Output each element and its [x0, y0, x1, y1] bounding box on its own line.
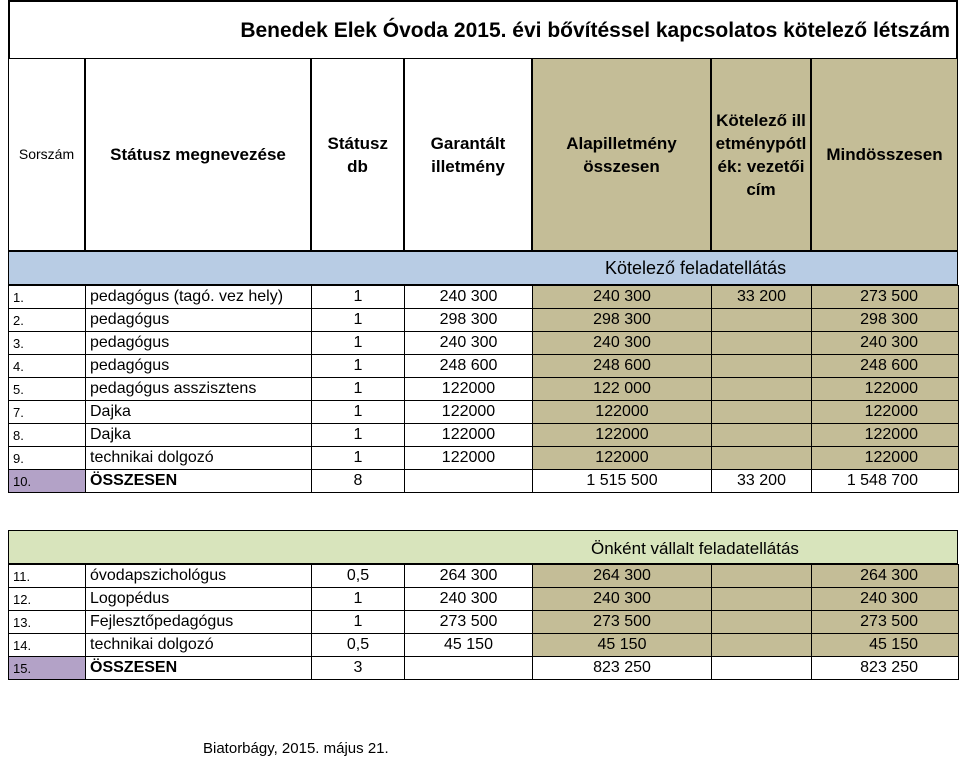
table-cell — [712, 657, 812, 680]
table-cell: pedagógus — [86, 309, 312, 332]
table-cell — [712, 588, 812, 611]
section-kotelezo-band — [8, 251, 958, 285]
table-cell: pedagógus — [86, 355, 312, 378]
table-cell: 1 — [312, 401, 405, 424]
table-cell: ÖSSZESEN — [86, 657, 312, 680]
table-row — [9, 286, 959, 309]
table-cell: 1 — [312, 447, 405, 470]
table-cell: 122000 — [812, 378, 959, 401]
document-title: Benedek Elek Óvoda 2015. évi bővítéssel kapcsolatos kötelező létszám — [8, 0, 958, 58]
table-cell: 1 548 700 — [812, 470, 959, 493]
table-cell — [712, 634, 812, 657]
table-cell: 273 500 — [812, 611, 959, 634]
table-row — [9, 424, 959, 447]
table-cell: 264 300 — [812, 565, 959, 588]
table-cell: 1 — [312, 378, 405, 401]
table-cell: 3 — [312, 657, 405, 680]
table-cell: 1 — [312, 286, 405, 309]
header-potlek: Kötelező illetménypótlék: vezetői cím — [711, 58, 811, 251]
table-cell: 3. — [9, 332, 86, 355]
header-mindosszesen: Mindösszesen — [811, 58, 958, 251]
table-cell: 33 200 — [712, 286, 812, 309]
table-cell: 122000 — [533, 447, 712, 470]
table-cell: 823 250 — [812, 657, 959, 680]
table-row — [9, 565, 959, 588]
table-cell: 122 000 — [533, 378, 712, 401]
table-cell: 14. — [9, 634, 86, 657]
table-cell: 240 300 — [533, 332, 712, 355]
table-cell: technikai dolgozó — [86, 447, 312, 470]
header-garantalt: Garantált illetmény — [404, 58, 532, 251]
table-kotelezo — [8, 285, 959, 493]
table-row — [9, 309, 959, 332]
table-cell: Dajka — [86, 424, 312, 447]
table-cell: Logopédus — [86, 588, 312, 611]
table-cell — [712, 447, 812, 470]
header-sorszam: Sorszám — [8, 58, 85, 251]
table-cell — [712, 355, 812, 378]
table-cell: 13. — [9, 611, 86, 634]
table-cell: 122000 — [812, 447, 959, 470]
table-row — [9, 634, 959, 657]
table-cell: 0,5 — [312, 634, 405, 657]
table-cell: 7. — [9, 401, 86, 424]
table-cell: 0,5 — [312, 565, 405, 588]
table-cell: 248 600 — [812, 355, 959, 378]
table-cell — [712, 565, 812, 588]
table-cell — [712, 401, 812, 424]
table-cell: 240 300 — [533, 588, 712, 611]
table-cell — [712, 611, 812, 634]
table-cell: 8 — [312, 470, 405, 493]
table-cell: 1 515 500 — [533, 470, 712, 493]
table-cell: 264 300 — [405, 565, 533, 588]
table-cell: 122000 — [533, 401, 712, 424]
table-row — [9, 401, 959, 424]
table-cell: 240 300 — [812, 588, 959, 611]
table-cell: 240 300 — [405, 286, 533, 309]
table-cell — [712, 424, 812, 447]
table-cell: 4. — [9, 355, 86, 378]
table-cell: technikai dolgozó — [86, 634, 312, 657]
table-onkent — [8, 564, 959, 680]
table-cell: 240 300 — [812, 332, 959, 355]
table-cell — [712, 378, 812, 401]
table-cell: 1. — [9, 286, 86, 309]
section-onkent-band — [8, 530, 958, 564]
table-cell: 15. — [9, 657, 86, 680]
table-cell: 1 — [312, 424, 405, 447]
table-cell: 9. — [9, 447, 86, 470]
table-cell: 273 500 — [533, 611, 712, 634]
table-cell — [405, 657, 533, 680]
table-row — [9, 611, 959, 634]
table-cell: pedagógus — [86, 332, 312, 355]
table-cell: 1 — [312, 611, 405, 634]
table-row-total — [9, 470, 959, 493]
table-row — [9, 355, 959, 378]
table-cell: 122000 — [533, 424, 712, 447]
table-cell: pedagógus (tagó. vez hely) — [86, 286, 312, 309]
table-row — [9, 332, 959, 355]
table-cell: 298 300 — [533, 309, 712, 332]
table-cell: 45 150 — [405, 634, 533, 657]
table-cell: 122000 — [405, 378, 533, 401]
table-cell: 298 300 — [405, 309, 533, 332]
table-cell: 248 600 — [533, 355, 712, 378]
table-cell: Fejlesztőpedagógus — [86, 611, 312, 634]
table-cell: 1 — [312, 588, 405, 611]
table-cell: 122000 — [812, 424, 959, 447]
table-cell: 240 300 — [533, 286, 712, 309]
table-cell: 122000 — [812, 401, 959, 424]
footer-place-date: Biatorbágy, 2015. május 21. — [203, 740, 389, 757]
table-cell: 122000 — [405, 447, 533, 470]
table-cell: 298 300 — [812, 309, 959, 332]
section-kotelezo-label: Kötelező feladatellátás — [605, 258, 787, 278]
table-row — [9, 447, 959, 470]
table-cell: Dajka — [86, 401, 312, 424]
table-row — [9, 378, 959, 401]
table-cell — [712, 309, 812, 332]
table-row-total — [9, 657, 959, 680]
table-cell: 1 — [312, 332, 405, 355]
table-cell: óvodapszichológus — [86, 565, 312, 588]
table-cell: 45 150 — [812, 634, 959, 657]
table-cell: pedagógus asszisztens — [86, 378, 312, 401]
table-cell: 122000 — [405, 401, 533, 424]
table-cell: 122000 — [405, 424, 533, 447]
table-cell: 248 600 — [405, 355, 533, 378]
header-statusz-megnevezese: Státusz megnevezése — [85, 58, 311, 251]
table-cell: 10. — [9, 470, 86, 493]
table-cell: 273 500 — [405, 611, 533, 634]
table-cell: 2. — [9, 309, 86, 332]
table-cell: 823 250 — [533, 657, 712, 680]
table-cell: 5. — [9, 378, 86, 401]
table-cell: 240 300 — [405, 332, 533, 355]
table-cell: 1 — [312, 355, 405, 378]
table-cell — [712, 332, 812, 355]
table-cell: 33 200 — [712, 470, 812, 493]
table-cell: 12. — [9, 588, 86, 611]
table-cell: 45 150 — [533, 634, 712, 657]
table-row — [9, 588, 959, 611]
header-statusz-db: Státusz db — [311, 58, 404, 251]
table-cell: 1 — [312, 309, 405, 332]
table-cell: 264 300 — [533, 565, 712, 588]
table-cell: 273 500 — [812, 286, 959, 309]
table-cell: 8. — [9, 424, 86, 447]
table-cell: 11. — [9, 565, 86, 588]
table-cell: 240 300 — [405, 588, 533, 611]
section-onkent-label: Önként vállalt feladatellátás — [591, 539, 799, 558]
header-alapilletmeny: Alapilletmény összesen — [532, 58, 711, 251]
table-cell — [405, 470, 533, 493]
table-cell: ÖSSZESEN — [86, 470, 312, 493]
